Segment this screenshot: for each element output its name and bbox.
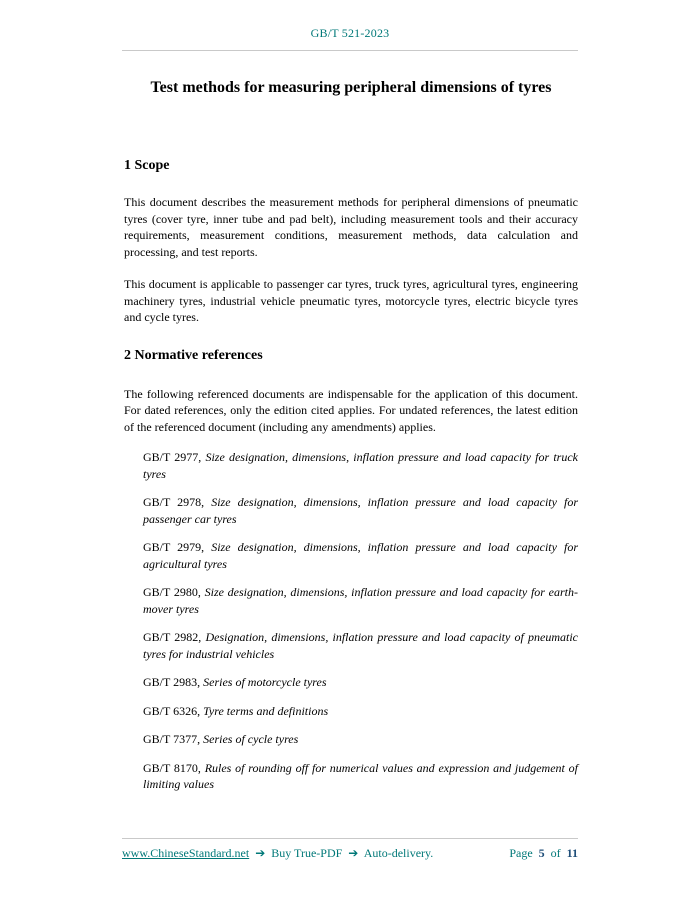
footer-info xyxy=(122,846,436,861)
reference-title: Size designation, dimensions, inflation pressure and load capacity for earth-mover tyres xyxy=(143,585,579,616)
reference-code: GB/T 8170, xyxy=(143,760,201,775)
reference-item xyxy=(143,494,578,527)
footer-site-link[interactable]: www.ChineseStandard.net xyxy=(122,846,250,860)
document-body xyxy=(124,0,578,805)
section-heading-normative-references: 2 Normative references xyxy=(124,347,263,363)
reference-code: GB/T 2977, xyxy=(143,450,202,464)
reference-code: GB/T 2982, xyxy=(143,630,202,644)
total-pages: 11 xyxy=(566,846,578,860)
arrow-icon: ➔ xyxy=(255,846,266,860)
reference-item xyxy=(143,449,578,482)
reference-item xyxy=(143,731,578,748)
reference-title: Series of cycle tyres xyxy=(203,732,299,746)
reference-title: Tyre terms and definitions xyxy=(203,703,329,718)
reference-item xyxy=(143,760,578,793)
section-heading-scope: 1 Scope xyxy=(124,158,170,173)
reference-item xyxy=(143,703,578,720)
reference-title: Size designation, dimensions, inflation pressure and load capacity for truck tyres xyxy=(143,450,578,481)
page-number: 5 xyxy=(538,846,545,860)
reference-code: GB/T 6326, xyxy=(143,703,201,718)
reference-title: Rules of rounding off for numerical values and expression and judgement of limiting values xyxy=(143,760,579,791)
reference-code: GB/T 2979, xyxy=(143,540,205,554)
reference-code: GB/T 2978, xyxy=(143,495,205,509)
reference-code: GB/T 7377, xyxy=(143,732,201,746)
reference-item xyxy=(143,584,578,617)
page-footer xyxy=(122,838,578,861)
page-label: Page xyxy=(509,846,533,860)
reference-title: Designation, dimensions, inflation pressure and load capacity of pneumatic tyres for industrial vehicles xyxy=(143,630,578,661)
of-label: of xyxy=(550,846,561,860)
reference-code: GB/T 2983, xyxy=(143,675,201,689)
reference-title: Series of motorcycle tyres xyxy=(203,675,327,689)
scope-paragraph-2: This document is applicable to passenger car tyres, truck tyres, agricultural tyres, engineering machinery tyres, industrial vehicle pneumatic tyres, motorcycle tyres, electric bicycle tyres and cycle tyres. xyxy=(124,277,578,324)
normative-intro-paragraph: The following referenced documents are indispensable for the application of this document. For dated references, only the edition cited applies. For undated references, the latest edition of the referenced document (including any amendments) applies. xyxy=(124,386,578,434)
reference-item xyxy=(143,539,578,572)
footer-divider xyxy=(122,838,578,839)
document-title: Test methods for measuring peripheral dimensions of tyres xyxy=(150,79,552,96)
doc-number: GB/T 521-2023 xyxy=(310,26,390,40)
buy-true-pdf-label: Buy True-PDF xyxy=(271,846,343,860)
reference-item xyxy=(143,629,578,662)
reference-item xyxy=(143,674,578,691)
arrow-icon: ➔ xyxy=(348,846,359,860)
auto-delivery-label: Auto-delivery. xyxy=(363,846,434,860)
scope-paragraph-1: This document describes the measurement methods for peripheral dimensions of pneumatic tyres (cover tyre, inner tube and pad belt), including measurement tools and their accuracy requirements, measurement conditions, measurement methods, data calculation and processing, and test reports. xyxy=(124,195,578,259)
page-indicator xyxy=(506,846,578,861)
reference-title: Size designation, dimensions, inflation pressure and load capacity for passenger car tyres xyxy=(143,495,578,526)
reference-title: Size designation, dimensions, inflation pressure and load capacity for agricultural tyres xyxy=(143,540,578,571)
reference-list xyxy=(143,449,578,793)
reference-code: GB/T 2980, xyxy=(143,585,201,599)
